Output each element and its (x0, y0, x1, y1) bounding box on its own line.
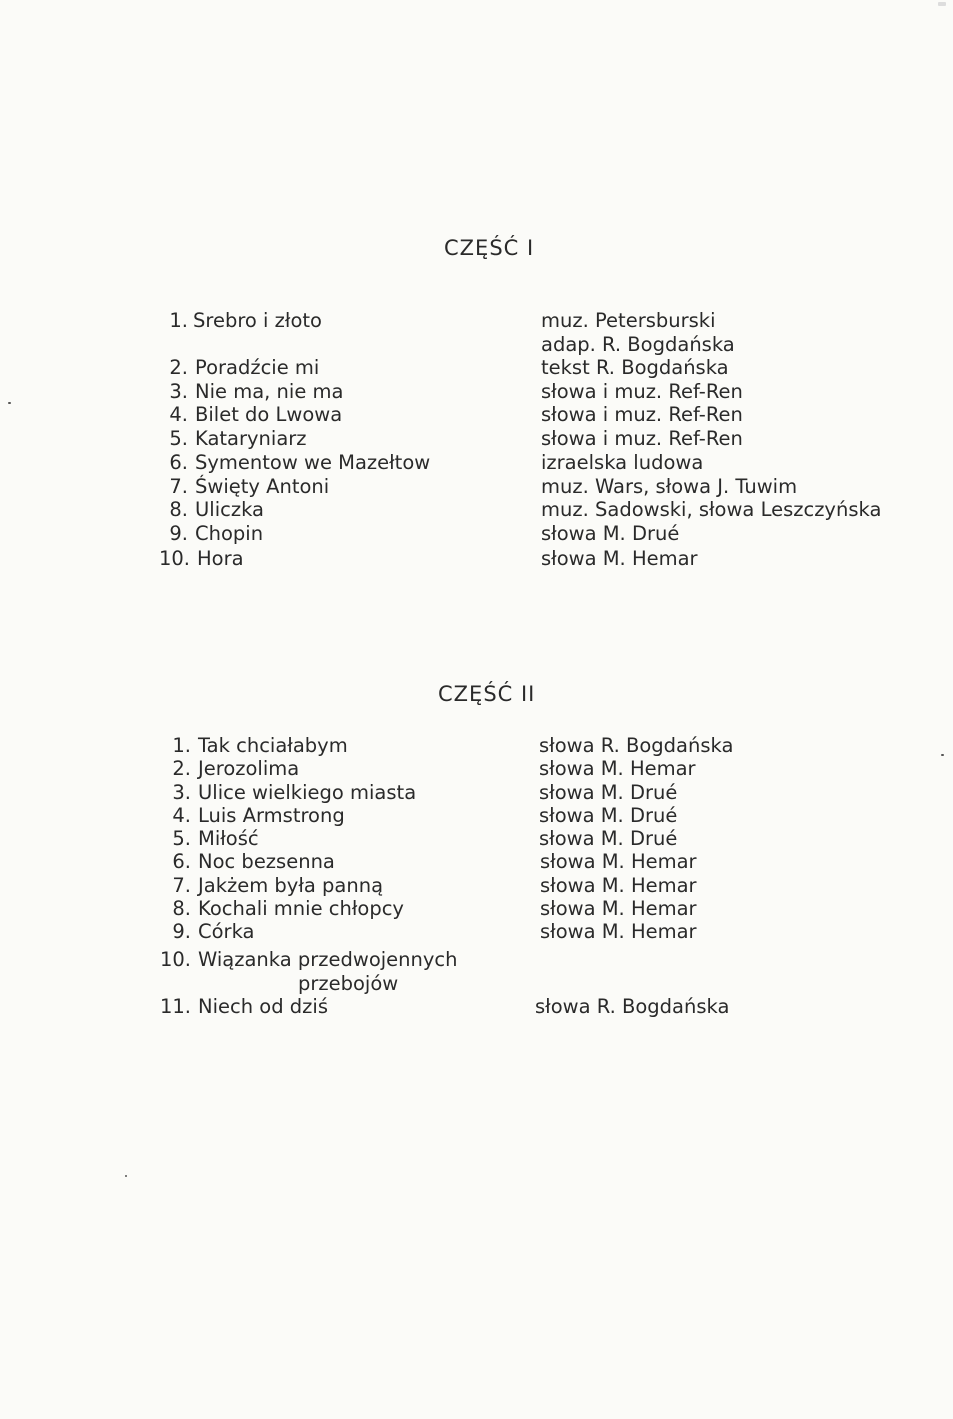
list-item-continuation (0, 333, 953, 357)
song-credit: słowa R. Bogdańska (535, 995, 730, 1018)
song-credit: słowa M. Drué (539, 804, 678, 827)
list-item (0, 380, 953, 404)
item-number: 2. (169, 356, 188, 379)
song-credit: muz. Wars, słowa J. Tuwim (541, 475, 798, 498)
song-title: Kochali mnie chłopcy (198, 897, 404, 920)
list-item (0, 522, 953, 546)
list-item (0, 403, 953, 427)
item-number: 10. (158, 547, 190, 570)
item-number: 2. (172, 757, 191, 780)
item-number: 8. (169, 498, 188, 521)
song-title: Jakżem była panną (198, 874, 384, 897)
list-item (0, 356, 953, 380)
song-credit: słowa M. Hemar (540, 897, 697, 920)
song-credit: słowa M. Hemar (541, 547, 698, 570)
list-item (0, 475, 953, 499)
song-credit: słowa M. Hemar (540, 850, 697, 873)
item-number: 6. (172, 850, 191, 873)
list-item-continuation (0, 972, 953, 996)
song-title: Tak chciałabym (198, 734, 348, 757)
song-credit: słowa i muz. Ref-Ren (541, 380, 743, 403)
song-credit: izraelska ludowa (541, 451, 704, 474)
item-number: 3. (172, 781, 191, 804)
song-credit: słowa M. Hemar (539, 757, 696, 780)
song-title: Chopin (195, 522, 264, 545)
list-item (0, 547, 953, 571)
list-item (0, 827, 953, 851)
item-number: 3. (169, 380, 188, 403)
song-title: Srebro i złoto (193, 309, 322, 332)
song-credit: słowa i muz. Ref-Ren (541, 427, 743, 450)
part1-heading: CZĘŚĆ I (444, 236, 535, 260)
song-title: Symentow we Mazełtow (195, 451, 431, 474)
item-number: 6. (169, 451, 188, 474)
song-credit: słowa M. Drué (541, 522, 680, 545)
item-number: 1. (169, 309, 188, 332)
list-item (0, 850, 953, 874)
item-number: 9. (172, 920, 191, 943)
list-item (0, 498, 953, 522)
scan-speck (941, 754, 944, 756)
song-credit: słowa R. Bogdańska (539, 734, 734, 757)
song-title: Ulice wielkiego miasta (198, 781, 417, 804)
item-number: 5. (169, 427, 188, 450)
song-title-continuation: przebojów (298, 972, 399, 995)
list-item (0, 874, 953, 898)
song-title: Luis Armstrong (198, 804, 345, 827)
song-title: Poradźcie mi (195, 356, 320, 379)
song-title: Nie ma, nie ma (195, 380, 344, 403)
list-item (0, 948, 953, 972)
item-number: 7. (169, 475, 188, 498)
song-title: Hora (197, 547, 244, 570)
item-number: 10. (159, 948, 191, 971)
song-credit: tekst R. Bogdańska (541, 356, 729, 379)
list-item (0, 920, 953, 944)
song-credit: słowa M. Drué (539, 827, 678, 850)
list-item (0, 757, 953, 781)
list-item (0, 451, 953, 475)
song-title: Kataryniarz (195, 427, 307, 450)
song-credit: muz. Petersburski (541, 309, 716, 332)
part2-heading: CZĘŚĆ II (438, 682, 536, 706)
song-title: Jerozolima (198, 757, 300, 780)
item-number: 8. (172, 897, 191, 920)
song-title: Noc bezsenna (198, 850, 335, 873)
list-item (0, 995, 953, 1019)
list-item (0, 734, 953, 758)
song-credit: słowa M. Hemar (540, 874, 697, 897)
item-number: 4. (172, 804, 191, 827)
song-credit-secondary: adap. R. Bogdańska (541, 333, 735, 356)
list-item (0, 427, 953, 451)
scan-speck (8, 402, 11, 404)
item-number: 7. (172, 874, 191, 897)
item-number: 1. (172, 734, 191, 757)
song-credit: słowa M. Drué (539, 781, 678, 804)
song-title: Miłość (198, 827, 259, 850)
list-item (0, 897, 953, 921)
song-credit: słowa M. Hemar (540, 920, 697, 943)
list-item (0, 309, 953, 333)
scan-speck (938, 2, 946, 6)
item-number: 4. (169, 403, 188, 426)
song-title: Uliczka (195, 498, 264, 521)
song-credit: słowa i muz. Ref-Ren (541, 403, 743, 426)
scan-speck (125, 1175, 127, 1177)
song-title: Niech od dziś (198, 995, 328, 1018)
list-item (0, 804, 953, 828)
item-number: 9. (169, 522, 188, 545)
list-item (0, 781, 953, 805)
item-number: 11. (159, 995, 191, 1018)
song-credit: muz. Sadowski, słowa Leszczyńska (541, 498, 882, 521)
song-title: Święty Antoni (195, 475, 330, 498)
item-number: 5. (172, 827, 191, 850)
song-title: Córka (198, 920, 255, 943)
song-title: Wiązanka przedwojennych (198, 948, 458, 971)
song-title: Bilet do Lwowa (195, 403, 343, 426)
